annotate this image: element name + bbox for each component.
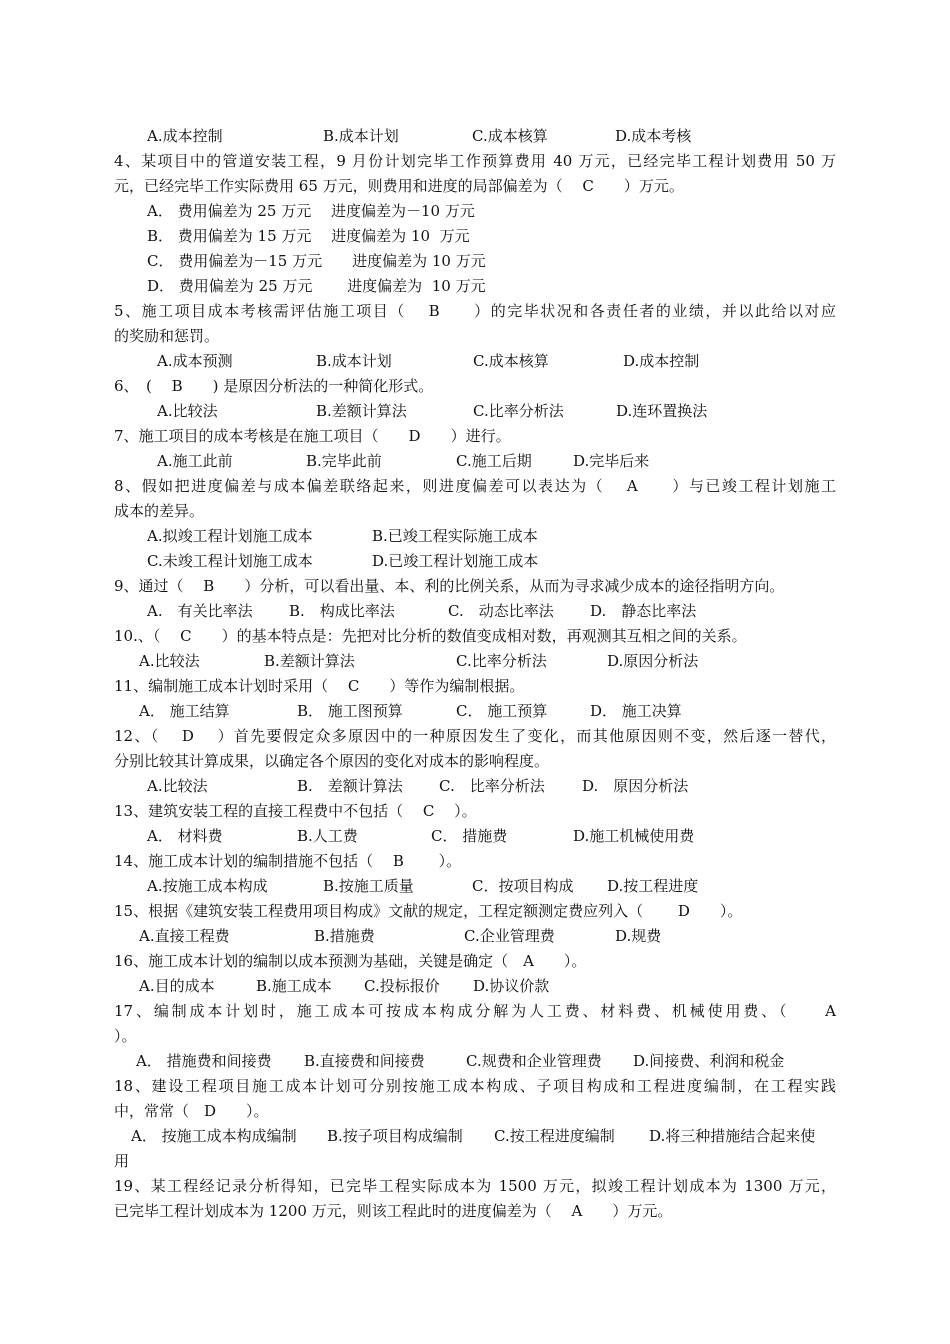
q16-option-d: D.协议价款 [473,977,550,995]
q5-option-b: B.成本计划 [316,352,392,370]
q16-option-b: B.施工成本 [256,977,332,995]
q9-option-b: B. 构成比率法 [289,602,395,620]
q13-option-b: B.人工费 [297,827,358,845]
q15-option-a: A.直接工程费 [139,927,230,945]
q4-option-a: A． 费用偏差为 25 万元 进度偏差为－10 万元 [147,202,475,220]
q6-option-d: D.连环置换法 [616,402,708,420]
q19-stem-line1: 19、某工程经记录分析得知，已完毕工程实际成本为 1500 万元，拟竣工程计划成本为 1300 万元， [114,1177,836,1195]
q7-option-a: A.施工此前 [157,452,233,470]
q9-option-c: C. 动态比率法 [448,602,554,620]
q16-option-c: C.投标报价 [364,977,440,995]
q12-stem-line2: 分别比较其计算成果，以确定各个原因的变化对成本的影响程度。 [114,752,550,770]
q10-option-b: B.差额计算法 [264,652,355,670]
q10-stem: 10.、（ C ）的基本特点是：先把对比分析的数值变成相对数，再观测其互相之间的关系。 [114,627,747,645]
q13-option-d: D.施工机械使用费 [573,827,695,845]
q9-stem: 9、通过（ B ）分析，可以看出量、本、利的比例关系，从而为寻求减少成本的途径指明方向。 [114,577,785,595]
q15-stem: 15、根据《建筑安装工程费用项目构成》文献的规定，工程定额测定费应列入（ D ）。 [114,902,743,920]
q6-stem: 6、 ( B ) 是原因分析法的一种简化形式。 [114,377,434,395]
q7-stem: 7、施工项目的成本考核是在施工项目（ D ）进行。 [114,427,511,445]
q9-option-d: D. 静态比率法 [590,602,697,620]
q8-option-b: B.已竣工程实际施工成本 [372,527,538,545]
q9-option-a: A. 有关比率法 [147,602,253,620]
q8-stem-line2: 成本的差异。 [114,502,205,520]
q8-option-a: A.拟竣工程计划施工成本 [147,527,313,545]
q8-option-c: C.未竣工程计划施工成本 [147,552,313,570]
q8-stem-line1: 8、假如把进度偏差与成本偏差联络起来，则进度偏差可以表达为（ A ）与已竣工程计划施工 [114,477,836,495]
q10-option-c: C.比率分析法 [456,652,547,670]
q5-option-a: A.成本预测 [157,352,233,370]
q8-option-d: D.已竣工程计划施工成本 [372,552,539,570]
q17-stem-line1: 17、编制成本计划时，施工成本可按成本构成分解为人工费、材料费、机械使用费、（ A [114,1002,836,1020]
q3-option-a: A.成本控制 [147,127,223,145]
q7-option-c: C.施工后期 [456,452,532,470]
q5-stem-line1: 5、施工项目成本考核需评估施工项目（ B ）的完毕状况和各责任者的业绩，并以此给以对应 [114,302,836,320]
q14-option-c: C．按项目构成 [472,877,574,895]
q17-option-a: A． 措施费和间接费 [136,1052,272,1070]
q12-option-b: B. 差额计算法 [297,777,403,795]
q11-option-a: A． 施工结算 [139,702,230,720]
q15-option-d: D.规费 [615,927,662,945]
q6-option-a: A.比较法 [157,402,218,420]
q6-option-c: C.比率分析法 [473,402,564,420]
q18-option-d: D.将三种措施结合起来使 [649,1127,816,1145]
q18-stem-line1: 18、建设工程项目施工成本计划可分别按施工成本构成、子项目构成和工程进度编制，在工程实践 [114,1077,836,1095]
q10-option-d: D.原因分析法 [607,652,699,670]
q5-option-d: D.成本控制 [623,352,700,370]
q17-option-d: D.间接费、利润和税金 [633,1052,785,1070]
q14-option-a: A.按施工成本构成 [147,877,268,895]
q18-stem-line2: 中，常常（ D ）。 [114,1102,269,1120]
q5-stem-line2: 的奖励和惩罚。 [114,327,220,345]
q10-option-a: A.比较法 [139,652,200,670]
q13-option-a: A． 材料费 [147,827,223,845]
q12-option-d: D. 原因分析法 [582,777,689,795]
q16-stem: 16、施工成本计划的编制以成本预测为基础，关键是确定（ A ）。 [114,952,587,970]
q18-option-a: A． 按施工成本构成编制 [131,1127,297,1145]
q12-option-a: A.比较法 [147,777,208,795]
q12-option-c: C. 比率分析法 [439,777,545,795]
q15-option-c: C.企业管理费 [464,927,555,945]
q7-option-b: B.完毕此前 [306,452,382,470]
q3-option-b: B.成本计划 [323,127,399,145]
q12-stem-line1: 12、（ D ）首先要假定众多原因中的一种原因发生了变化，而其他原因则不变，然后逐一替代， [114,727,836,745]
q18-option-c: C.按工程进度编制 [494,1127,615,1145]
q3-option-c: C.成本核算 [472,127,548,145]
q5-option-c: C.成本核算 [473,352,549,370]
q18-option-b: B.按子项目构成编制 [327,1127,463,1145]
q11-stem: 11、编制施工成本计划时采用（ C ）等作为编制根据。 [114,677,525,695]
q11-option-d: D． 施工决算 [590,702,682,720]
q4-stem-line2: 元，已经完毕工作实际费用 65 万元，则费用和进度的局部偏差为（ C ）万元。 [114,177,684,195]
q14-option-b: B.按施工质量 [323,877,414,895]
q17-option-b: B.直接费和间接费 [304,1052,425,1070]
q4-option-c: C． 费用偏差为－15 万元 进度偏差为 10 万元 [147,252,486,270]
q15-option-b: B.措施费 [314,927,375,945]
q7-option-d: D.完毕后来 [573,452,650,470]
q13-option-c: C． 措施费 [431,827,508,845]
q3-option-d: D.成本考核 [615,127,692,145]
q6-option-b: B.差额计算法 [316,402,407,420]
q13-stem: 13、建筑安装工程的直接工程费中不包括（ C ）。 [114,802,477,820]
q11-option-c: C． 施工预算 [456,702,548,720]
q16-option-a: A.目的成本 [139,977,215,995]
q18-option-d-wrap: 用 [114,1152,130,1170]
q4-stem-line1: 4、某项目中的管道安装工程，9 月份计划完毕工作预算费用 40 万元，已经完毕工程计划费用 50 万 [114,152,836,170]
q14-stem: 14、施工成本计划的编制措施不包括（ B ）。 [114,852,462,870]
q17-option-c: C.规费和企业管理费 [466,1052,602,1070]
q4-option-d: D． 费用偏差为 25 万元 进度偏差为 10 万元 [147,277,486,295]
q17-stem-line2: ）。 [114,1027,137,1045]
q19-stem-line2: 已完毕工程计划成本为 1200 万元，则该工程此时的进度偏差为（ A ）万元。 [114,1202,673,1220]
q4-option-b: B． 费用偏差为 15 万元 进度偏差为 10 万元 [147,227,470,245]
q14-option-d: D.按工程进度 [607,877,699,895]
q11-option-b: B． 施工图预算 [297,702,403,720]
